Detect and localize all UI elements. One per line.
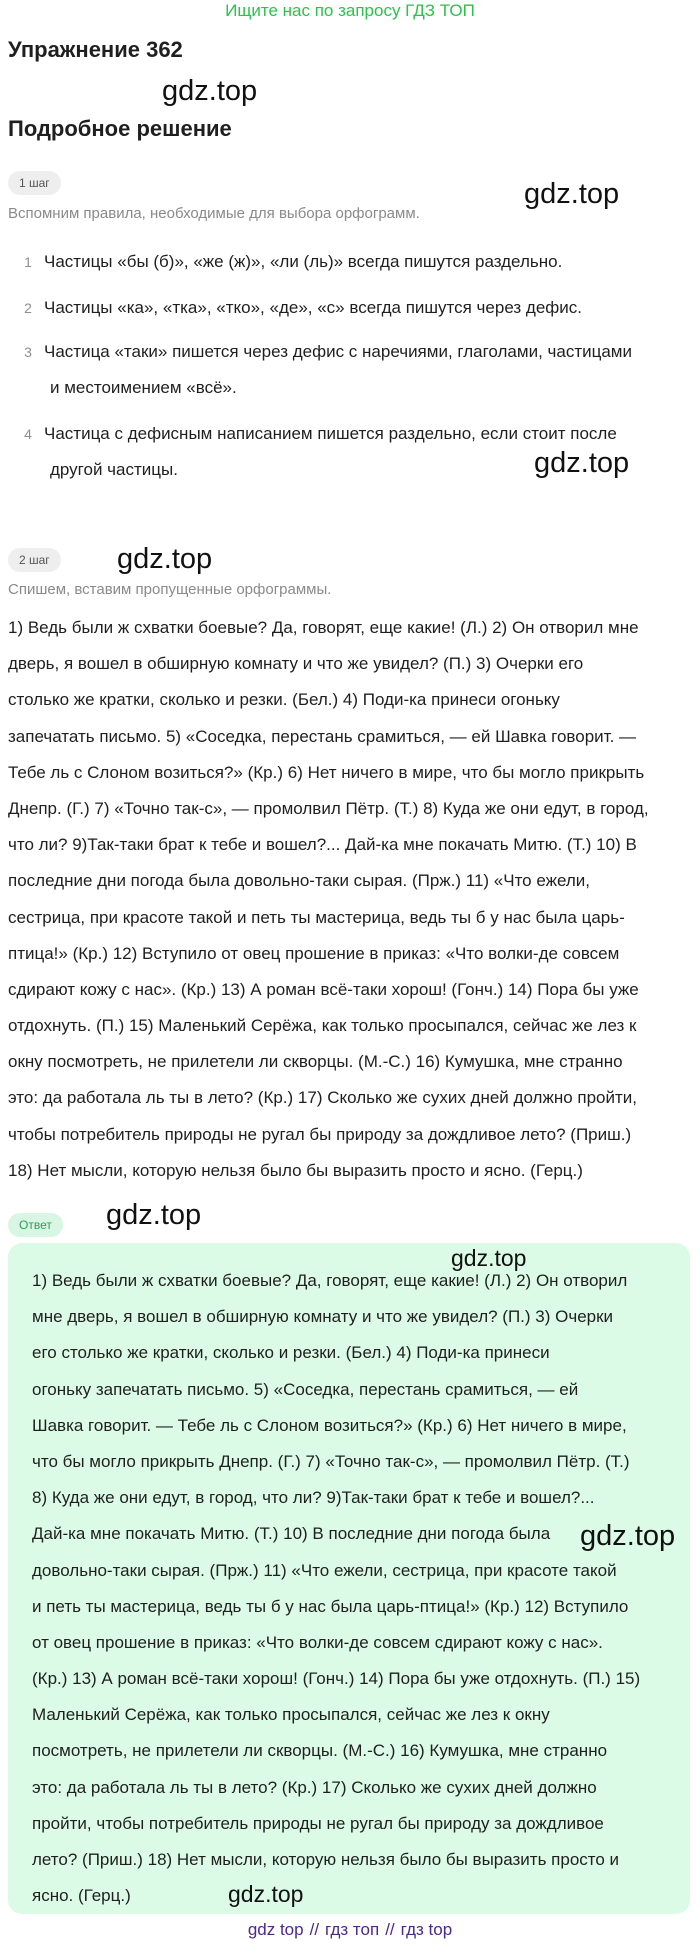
answer-line: что бы могло прикрыть Днепр. (Г.) 7) «Точно так-с», — промолвил Пётр. (Т.)	[32, 1451, 630, 1471]
watermark: gdz.top	[117, 543, 213, 575]
solution-text	[8, 610, 692, 1189]
rule-number: 1	[24, 254, 32, 270]
answer-line: его столько же кратки, сколько и резки. (Бел.) 4) Поди-ка принеси	[32, 1343, 550, 1363]
solution-line: Днепр. (Г.) 7) «Точно так-с», — промолвил Пётр. (Т.) 8) Куда же они едут, в город,	[8, 798, 649, 818]
answer-line: это: да работала ль ты в лето? (Кр.) 17) Сколько же сухих дней должно	[32, 1777, 597, 1797]
answer-line: довольно-таки сырая. (Прж.) 11) «Что ежели, сестрица, при красоте такой	[32, 1560, 617, 1580]
answer-line: (Кр.) 13) А роман всё-таки хорош! (Гонч.) 14) Пора бы уже отдохнуть. (П.) 15)	[32, 1669, 641, 1689]
search-banner: Ищите нас по запросу ГДЗ ТОП	[225, 1, 475, 20]
solution-line: чтобы потребитель природы не ругал бы природу за дождливое лето? (Приш.)	[8, 1124, 632, 1144]
footer-link[interactable]: gdz top	[247, 1920, 304, 1939]
answer-line: посмотреть, не прилетели ли скворцы. (М.-С.) 16) Кумушка, мне странно	[32, 1741, 608, 1761]
footer-link[interactable]: гдз топ	[325, 1920, 380, 1939]
rule-text: Частица с дефисным написанием пишется раздельно, если стоит после	[44, 424, 617, 443]
rule-text: Частицы «бы (б)», «же (ж)», «ли (ль)» всегда пишутся раздельно.	[44, 252, 563, 271]
answer-line: Маленький Серёжа, как только просыпался, сейчас же лез к окну	[32, 1705, 550, 1725]
watermark: gdz.top	[524, 178, 620, 210]
solution-line: запечатать письмо. 5) «Соседка, перестань срамиться, — ей Шавка говорит. —	[8, 726, 637, 746]
answer-line: от овец прошение в приказ: «Что волки-де совсем сдирают кожу с нас».	[32, 1632, 603, 1652]
step-1-hint: Вспомним правила, необходимые для выбора орфограмм.	[8, 205, 420, 222]
solution-line: птица!» (Кр.) 12) Вступило от овец прошение в приказ: «Что волки-де совсем	[8, 943, 620, 963]
answer-line: мне дверь, я вошел в обширную комнату и что же увидел? (П.) 3) Очерки	[32, 1307, 614, 1327]
watermark: gdz.top	[580, 1520, 676, 1552]
rule-text: другой частицы.	[50, 460, 178, 479]
answer-line: огоньку запечатать письмо. 5) «Соседка, перестань срамиться, — ей	[32, 1379, 579, 1399]
answer-line: 8) Куда же они едут, в город, что ли? 9)Так-таки брат к тебе и вошел?...	[32, 1488, 595, 1508]
solution-line: 18) Нет мысли, которую нельзя было бы выразить просто и ясно. (Герц.)	[8, 1160, 583, 1180]
footer-separator: //	[309, 1920, 320, 1939]
rule-number: 4	[24, 426, 32, 442]
watermark: gdz.top	[451, 1245, 527, 1271]
rule-text: и местоимением «всё».	[50, 378, 237, 397]
watermark: gdz.top	[162, 75, 258, 107]
answer-line: и петь ты мастерица, ведь ты б у нас была царь-птица!» (Кр.) 12) Вступило	[32, 1596, 629, 1616]
section-title: Подробное решение	[8, 116, 232, 141]
footer-links	[0, 1919, 700, 1941]
watermark: gdz.top	[534, 447, 630, 479]
watermark: gdz.top	[106, 1199, 202, 1231]
answer-line: лето? (Приш.) 18) Нет мысли, которую нельзя было бы выразить просто и	[32, 1850, 620, 1869]
answer-text	[32, 1263, 640, 1914]
solution-line: последние дни погода была довольно-таки сырая. (Прж.) 11) «Что ежели,	[8, 871, 591, 891]
solution-line: что ли? 9)Так-таки брат к тебе и вошел?... Дай-ка мне покачать Митю. (Т.) 10) В	[8, 835, 637, 855]
solution-line: 1) Ведь были ж схватки боевые? Да, говорят, еще какие! (Л.) 2) Он отворил мне	[8, 618, 639, 637]
answer-badge: Ответ	[8, 1213, 63, 1237]
footer-link[interactable]: гдз top	[400, 1920, 453, 1939]
step-2-badge: 2 шаг	[8, 548, 61, 572]
rule-number: 3	[24, 344, 32, 360]
answer-line: 1) Ведь были ж схватки боевые? Да, говорят, еще какие! (Л.) 2) Он отворил	[32, 1271, 628, 1290]
solution-line: столько же кратки, сколько и резки. (Бел.) 4) Поди-ка принеси огоньку	[8, 690, 560, 710]
solution-line: дверь, я вошел в обширную комнату и что же увидел? (П.) 3) Очерки его	[8, 654, 584, 674]
rule-text: Частицы «ка», «тка», «тко», «де», «с» всегда пишутся через дефис.	[44, 298, 582, 317]
solution-line: отдохнуть. (П.) 15) Маленький Серёжа, как только просыпался, сейчас же лез к	[8, 1016, 637, 1036]
solution-line: Тебе ль с Слоном возиться?» (Кр.) 6) Нет ничего в мире, что бы могло прикрыть	[8, 762, 645, 782]
solution-line: это: да работала ль ты в лето? (Кр.) 17) Сколько же сухих дней должно пройти,	[8, 1088, 637, 1108]
solution-line: сдирают кожу с нас». (Кр.) 13) А роман всё-таки хорош! (Гонч.) 14) Пора бы уже	[8, 979, 639, 999]
answer-line: Дай-ка мне покачать Митю. (Т.) 10) В последние дни погода была	[32, 1524, 551, 1544]
step-1-badge: 1 шаг	[8, 171, 61, 195]
rule-number: 2	[24, 300, 32, 316]
watermark: gdz.top	[228, 1881, 304, 1907]
solution-line: окну посмотреть, не прилетели ли скворцы. (М.-С.) 16) Кумушка, мне странно	[8, 1052, 623, 1072]
step-2-hint: Спишем, вставим пропущенные орфограммы.	[8, 581, 332, 598]
exercise-title: Упражнение 362	[8, 37, 183, 62]
rule-text: Частица «таки» пишется через дефис с наречиями, глаголами, частицами	[44, 342, 632, 361]
answer-line: пройти, чтобы потребитель природы не ругал бы природу за дождливое	[32, 1813, 604, 1833]
answer-line: ясно. (Герц.)	[32, 1886, 131, 1906]
solution-line: сестрица, при красоте такой и петь ты мастерица, ведь ты б у нас была царь-	[8, 907, 625, 927]
footer-separator: //	[385, 1920, 395, 1939]
answer-box	[8, 1243, 690, 1914]
answer-line: Шавка говорит. — Тебе ль с Слоном возиться?» (Кр.) 6) Нет ничего в мире,	[32, 1415, 627, 1435]
